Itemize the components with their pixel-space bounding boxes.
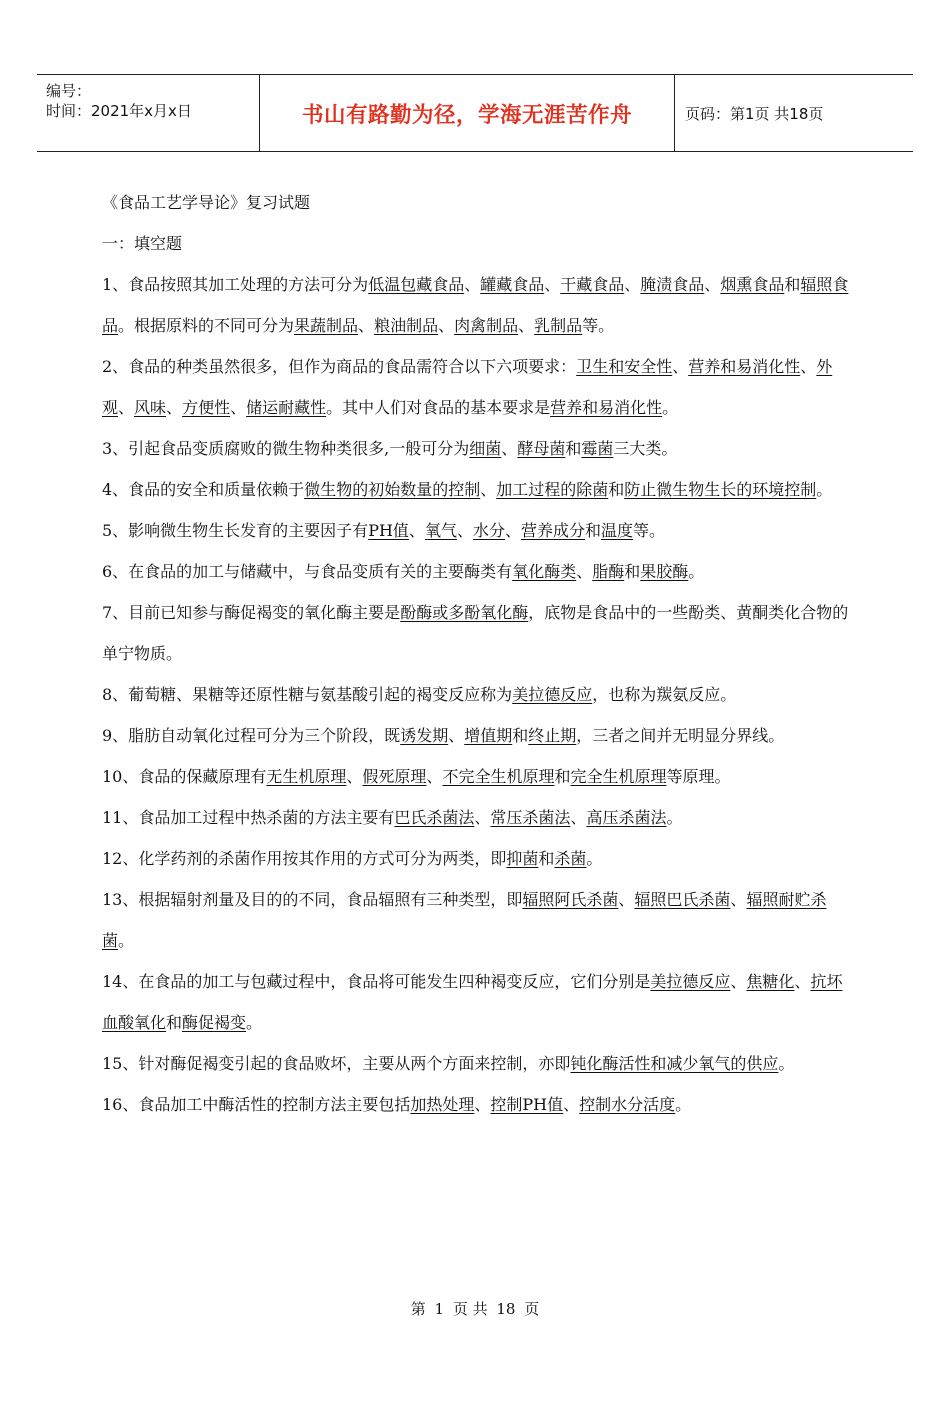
answer-text: 防止微生物生长的环境控制 [624, 480, 817, 499]
question-text: 4、食品的安全和质量依赖于 [102, 480, 305, 499]
question-text: 三大类。 [613, 439, 678, 458]
question-text: 等。 [633, 521, 666, 540]
question-text: 、 [570, 808, 587, 827]
question-item [102, 346, 852, 428]
answer-text: 辐照巴氏杀菌 [634, 890, 731, 909]
question-text: 、 [563, 1095, 580, 1114]
answer-text: 果蔬制品 [294, 316, 359, 335]
answer-text: 果胶酶 [640, 562, 689, 581]
answer-text: 钝化酶活性和减少氧气的供应 [570, 1054, 779, 1073]
document-body [102, 182, 852, 1125]
answer-text: 焦糖化 [746, 972, 795, 991]
answer-text: 低温包藏食品 [368, 275, 465, 294]
answer-text: 营养和易消化性 [688, 357, 801, 376]
question-text: 12、化学药剂的杀菌作用按其作用的方式可分为两类，即 [102, 849, 507, 868]
question-text: 。 [778, 1054, 795, 1073]
question-item [102, 510, 852, 551]
question-text: 。 [666, 808, 683, 827]
question-text: 、 [408, 521, 425, 540]
question-text: 和 [608, 480, 625, 499]
answer-text: 营养和易消化性 [550, 398, 663, 417]
question-text: 和 [585, 521, 602, 540]
question-text: 和 [624, 562, 641, 581]
header-meta [37, 75, 259, 151]
question-text: 11、食品加工过程中热杀菌的方法主要有 [102, 808, 395, 827]
answer-text: 抑菌 [506, 849, 539, 868]
answer-text: 加工过程的除菌 [496, 480, 609, 499]
answer-text: 腌渍食品 [640, 275, 705, 294]
header-motto: 书山有路勤为径，学海无涯苦作舟 [259, 75, 675, 151]
answer-text: 水分 [472, 521, 505, 540]
question-text: 、 [464, 275, 481, 294]
question-item [102, 838, 852, 879]
footer-mid: 页 共 [452, 1300, 488, 1318]
question-text: 。 [675, 1095, 692, 1114]
answer-text: 增值期 [464, 726, 513, 745]
question-text: 13、根据辐射剂量及目的的不同，食品辐照有三种类型，即 [102, 890, 523, 909]
question-text: 3、引起食品变质腐败的微生物种类很多,一般可分为 [102, 439, 470, 458]
answer-text: 常压杀菌法 [490, 808, 571, 827]
answer-text: 不完全生机原理 [442, 767, 555, 786]
question-text: 等。 [582, 316, 615, 335]
footer-total-pages: 18 [496, 1300, 516, 1318]
question-text: 、 [426, 767, 443, 786]
question-text: 。 [586, 849, 603, 868]
question-text: 、 [618, 890, 635, 909]
question-text: 1、食品按照其加工处理的方法可分为 [102, 275, 369, 294]
question-item [102, 674, 852, 715]
answer-text: 卫生和安全性 [576, 357, 673, 376]
question-text: 、 [624, 275, 641, 294]
question-text: 、 [518, 316, 535, 335]
question-text: 。根据原料的不同可分为 [118, 316, 295, 335]
answer-text: 无生机原理 [266, 767, 347, 786]
answer-text: 氧气 [424, 521, 457, 540]
answer-text: 方便性 [182, 398, 231, 417]
question-item [102, 1084, 852, 1125]
question-text: ，底物是食品中的一些酚类、黄酮类化合物的单宁物质。 [102, 603, 849, 663]
question-text: 、 [448, 726, 465, 745]
answer-text: 诱发期 [400, 726, 449, 745]
answer-text: 储运耐藏性 [246, 398, 327, 417]
question-text: 和 [554, 767, 571, 786]
answer-text: 温度 [601, 521, 634, 540]
question-item [102, 264, 852, 346]
answer-text: 乳制品 [534, 316, 583, 335]
page-footer [0, 1298, 950, 1319]
answer-text: 控制水分活度 [579, 1095, 676, 1114]
answer-text: 辐照耐贮杀菌 [102, 890, 827, 950]
question-text: 、 [438, 316, 455, 335]
question-text: 、 [118, 398, 135, 417]
answer-text: 罐藏食品 [480, 275, 545, 294]
answer-text: 杀菌 [554, 849, 587, 868]
answer-text: 假死原理 [362, 767, 427, 786]
question-text: 、 [544, 275, 561, 294]
answer-text: 酚酶或多酚氧化酶 [400, 603, 529, 622]
question-text: 、 [672, 357, 689, 376]
answer-text: 酵母菌 [517, 439, 566, 458]
header-page-info: 页码：第1页 共18页 [685, 104, 824, 123]
question-text: 6、在食品的加工与储藏中，与食品变质有关的主要酶类有 [102, 562, 513, 581]
question-item [102, 715, 852, 756]
question-item [102, 797, 852, 838]
footer-page-number: 1 [434, 1300, 445, 1318]
question-text: 、 [230, 398, 247, 417]
question-item [102, 428, 852, 469]
question-text: 、 [166, 398, 183, 417]
question-text: 和 [538, 849, 555, 868]
question-text: ，三者之间并无明显分界线。 [576, 726, 785, 745]
question-text: 、 [730, 972, 747, 991]
time-label: 时间：2021年x月x日 [46, 102, 192, 120]
answer-text: 美拉德反应 [650, 972, 731, 991]
question-text: 。 [246, 1013, 263, 1032]
answer-text: 加热处理 [410, 1095, 475, 1114]
question-text: 7、目前已知参与酶促褐变的氧化酶主要是 [102, 603, 401, 622]
question-text: 和 [512, 726, 529, 745]
doc-title: 《食品工艺学导论》复习试题 [102, 193, 311, 212]
answer-text: 完全生机原理 [570, 767, 667, 786]
question-text: 16、食品加工中酶活性的控制方法主要包括 [102, 1095, 411, 1114]
serial-label: 编号： [46, 82, 92, 100]
question-item [102, 469, 852, 510]
answer-text: 辐照阿氏杀菌 [522, 890, 619, 909]
question-text: 、 [704, 275, 721, 294]
question-text: 、 [358, 316, 375, 335]
answer-text: 细菌 [469, 439, 502, 458]
question-text: 8、葡萄糖、果糖等还原性糖与氨基酸引起的褐变反应称为 [102, 685, 513, 704]
answer-text: 粮油制品 [374, 316, 439, 335]
question-text: 、 [576, 562, 593, 581]
footer-prefix: 第 [410, 1300, 426, 1318]
footer-suffix: 页 [524, 1300, 540, 1318]
answer-text: 霉菌 [581, 439, 614, 458]
question-text: 、 [504, 521, 521, 540]
question-text: 和 [166, 1013, 183, 1032]
answer-text: 巴氏杀菌法 [394, 808, 475, 827]
answer-text: 干藏食品 [560, 275, 625, 294]
question-text: 等原理。 [666, 767, 731, 786]
answer-text: 微生物的初始数量的控制 [304, 480, 481, 499]
answer-text: 控制PH值 [490, 1095, 564, 1114]
question-list [102, 264, 852, 1125]
answer-text: PH值 [368, 521, 409, 540]
question-item [102, 1043, 852, 1084]
answer-text: 氧化酶类 [512, 562, 577, 581]
section-heading: 一：填空题 [102, 234, 183, 253]
answer-text: 抗坏血酸氧化 [102, 972, 843, 1032]
document-header [37, 74, 913, 152]
answer-text: 高压杀菌法 [586, 808, 667, 827]
question-item [102, 756, 852, 797]
question-text: 15、针对酶促褐变引起的食品败坏，主要从两个方面来控制，亦即 [102, 1054, 571, 1073]
question-text: 。 [662, 398, 679, 417]
answer-text: 美拉德反应 [512, 685, 593, 704]
question-text: 、 [474, 1095, 491, 1114]
question-text: 和 [565, 439, 582, 458]
question-text: 、 [794, 972, 811, 991]
question-text: 10、食品的保藏原理有 [102, 767, 267, 786]
answer-text: 肉禽制品 [454, 316, 519, 335]
question-item [102, 592, 852, 674]
question-text: 、 [456, 521, 473, 540]
answer-text: 烟熏食品 [720, 275, 785, 294]
answer-text: 外观 [102, 357, 833, 417]
answer-text: 终止期 [528, 726, 577, 745]
question-item [102, 879, 852, 961]
question-text: 。 [816, 480, 833, 499]
question-item [102, 551, 852, 592]
question-text: 、 [730, 890, 747, 909]
question-text: 和 [784, 275, 801, 294]
question-text: 、 [501, 439, 518, 458]
question-text: 9、脂肪自动氧化过程可分为三个阶段，既 [102, 726, 401, 745]
question-text: 、 [480, 480, 497, 499]
question-text: 。其中人们对食品的基本要求是 [326, 398, 551, 417]
question-text: 2、食品的种类虽然很多，但作为商品的食品需符合以下六项要求： [102, 357, 577, 376]
question-item [102, 961, 852, 1043]
question-text: 。 [118, 931, 135, 950]
question-text: 5、影响微生物生长发育的主要因子有 [102, 521, 369, 540]
answer-text: 酶促褐变 [182, 1013, 247, 1032]
question-text: 14、在食品的加工与包藏过程中，食品将可能发生四种褐变反应，它们分别是 [102, 972, 651, 991]
question-text: ，也称为羰氨反应。 [592, 685, 737, 704]
answer-text: 风味 [134, 398, 167, 417]
answer-text: 辐照食品 [102, 275, 849, 335]
question-text: 、 [474, 808, 491, 827]
question-text: 。 [688, 562, 705, 581]
answer-text: 脂酶 [592, 562, 625, 581]
answer-text: 营养成分 [521, 521, 586, 540]
question-text: 、 [346, 767, 363, 786]
question-text: 、 [800, 357, 817, 376]
